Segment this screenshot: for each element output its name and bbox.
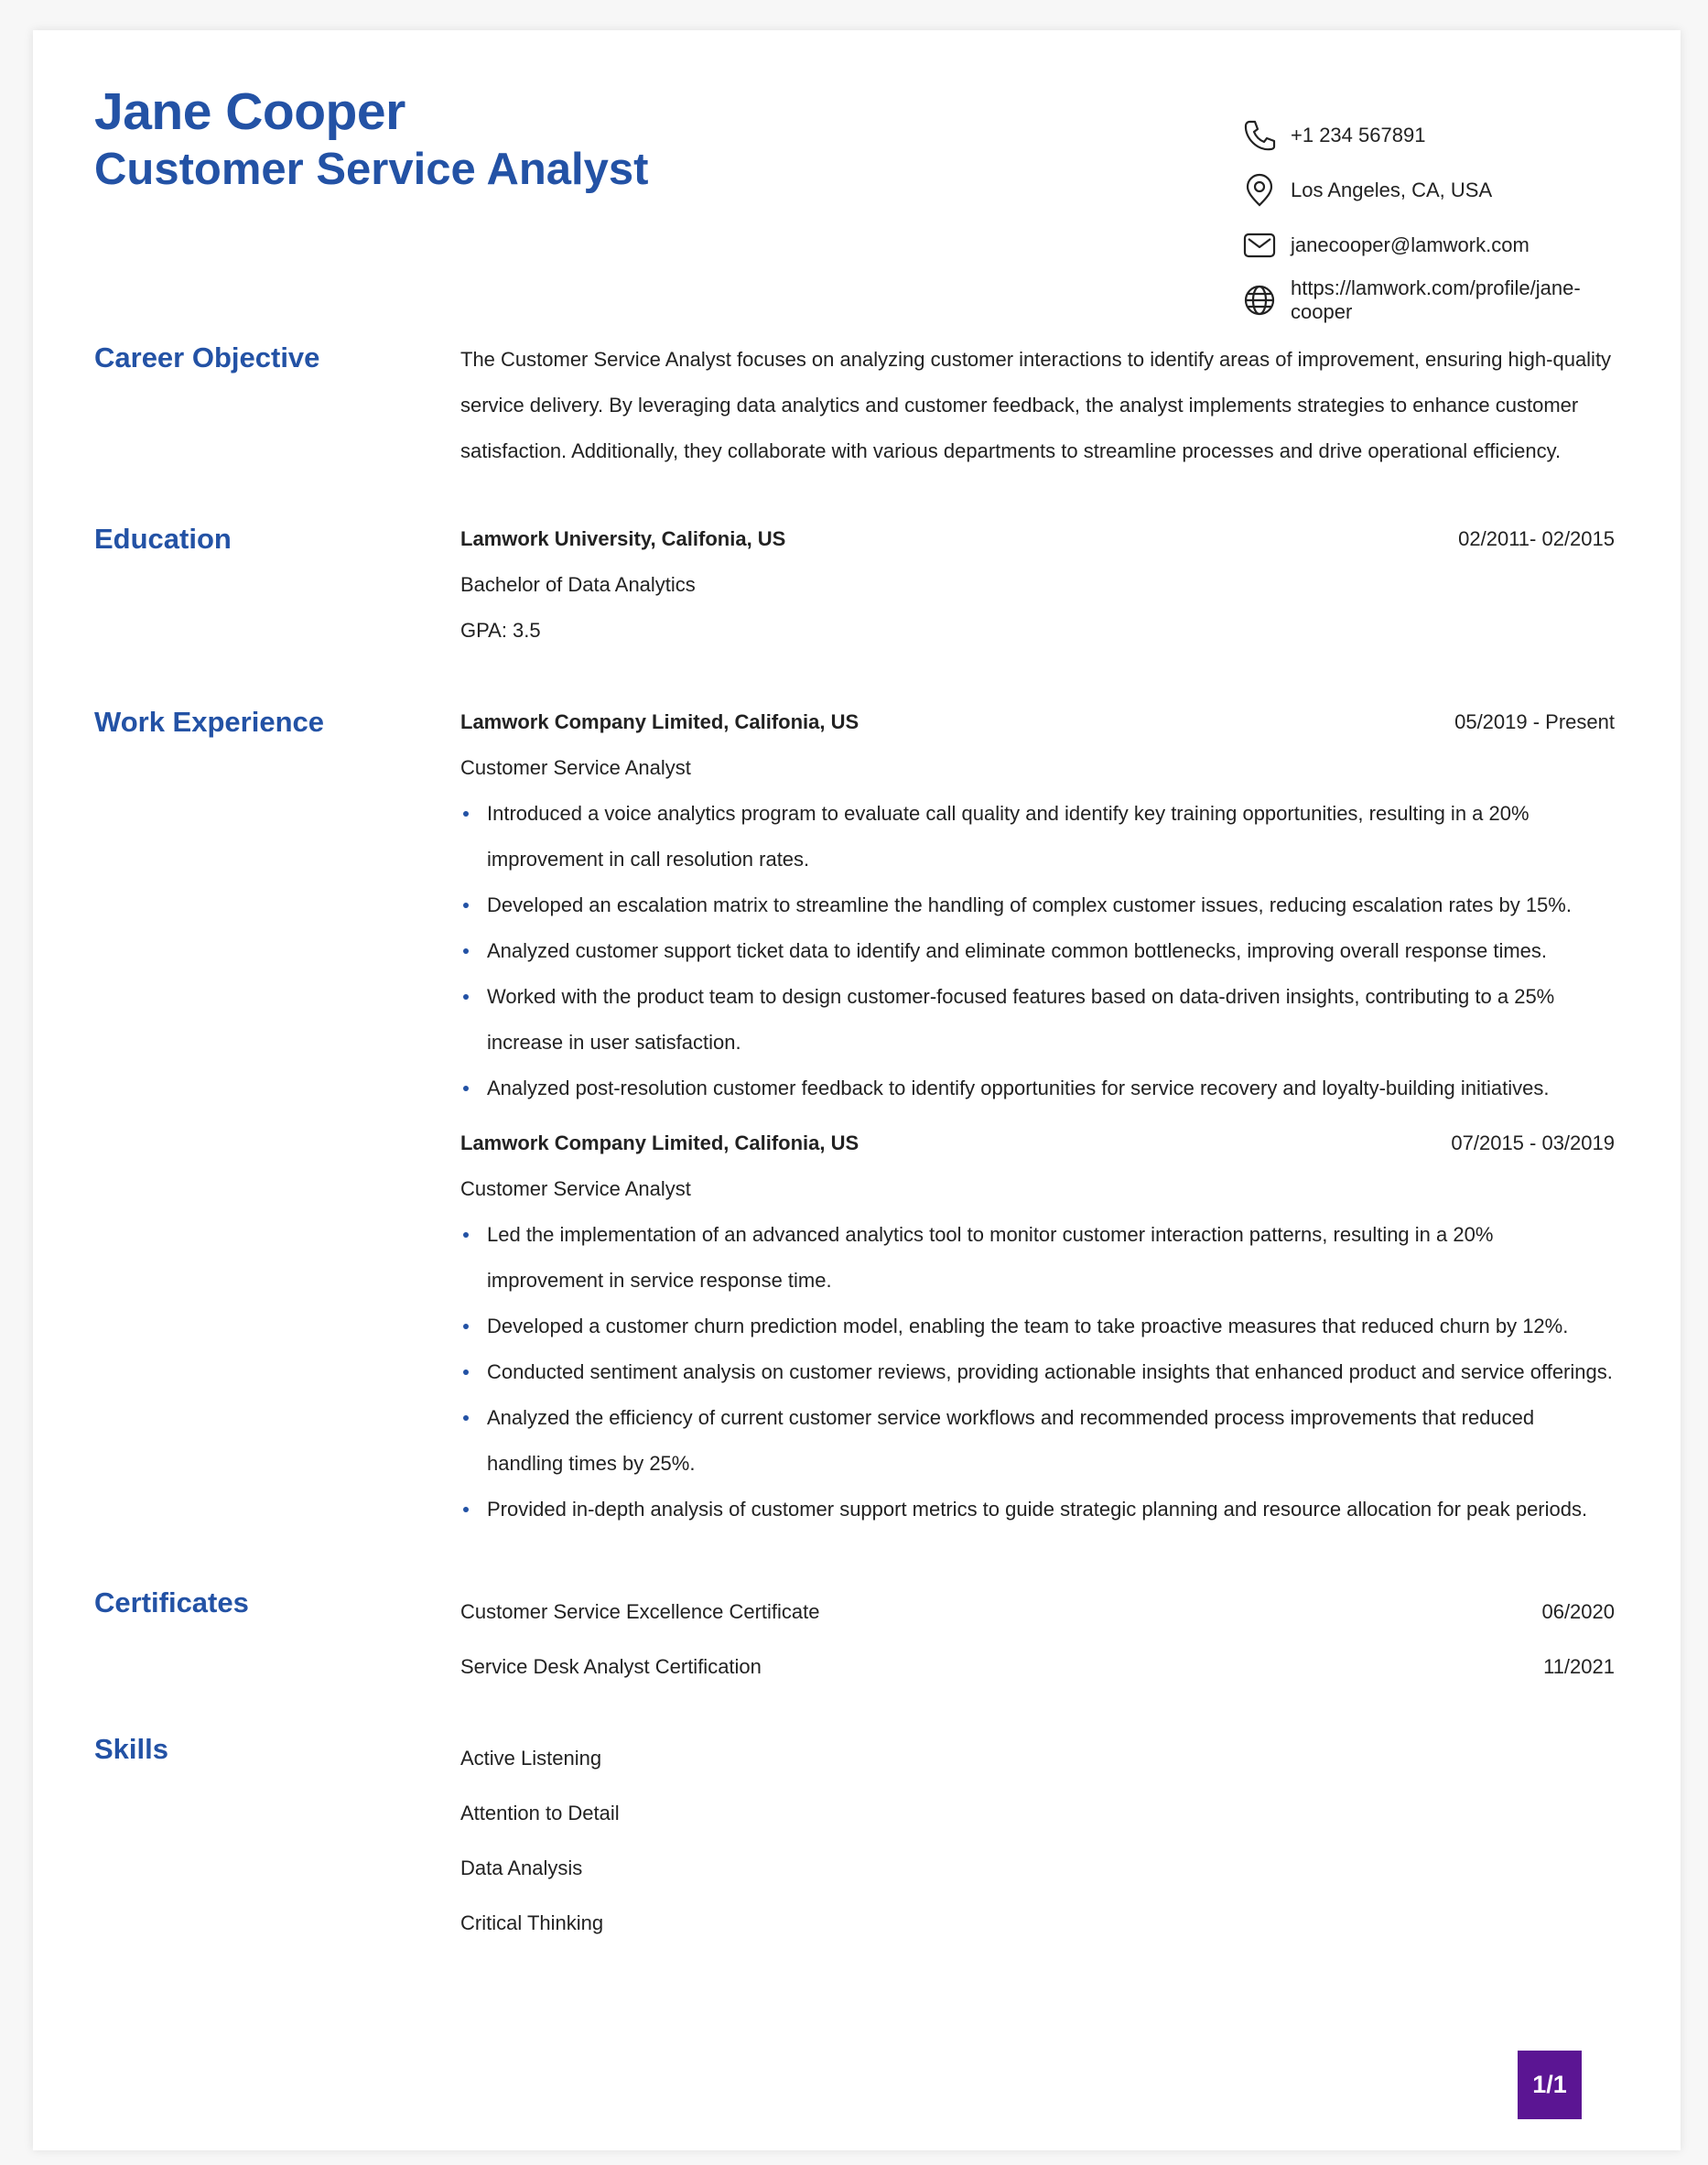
- certificate-name: Service Desk Analyst Certification: [460, 1655, 762, 1678]
- job-1-bullet-3: Analyzed customer support ticket data to identify and eliminate common bottlenecks, improving overall response times.: [460, 928, 1615, 974]
- certificate-item: [460, 1640, 1615, 1694]
- certificate-date: 11/2021: [1543, 1655, 1615, 1678]
- section-title-career-objective: Career Objective: [94, 341, 320, 373]
- contact-website-text[interactable]: https://lamwork.com/profile/jane-cooper: [1291, 276, 1581, 323]
- education-dates: 02/2011- 02/2015: [1458, 527, 1615, 550]
- globe-icon: [1241, 282, 1278, 319]
- resume-page: [33, 30, 1681, 2150]
- resume-header: [94, 81, 1615, 337]
- contact-email-text[interactable]: janecooper@lamwork.com: [1291, 233, 1530, 256]
- job-2-bullet-5: Provided in-depth analysis of customer support metrics to guide strategic planning and resource allocation for peak periods.: [460, 1487, 1615, 1532]
- job-1-company: Lamwork Company Limited, Califonia, US: [460, 710, 859, 733]
- objective-text: The Customer Service Analyst focuses on analyzing customer interactions to identify areas of improvement, ensuring high-quality service delivery. By leveraging data analytics and customer feedback, the analyst implements strategies to enhance customer satisfaction. Additionally, they collaborate with various departments to streamline processes and drive operational efficiency.: [460, 348, 1612, 462]
- job-2-bullet-4: Analyzed the efficiency of current customer service workflows and recommended process improvements that reduced handling times by 25%.: [460, 1395, 1615, 1487]
- certificate-item: [460, 1585, 1615, 1640]
- job-2-bullets: [460, 1212, 1615, 1532]
- job-2-company: Lamwork Company Limited, Califonia, US: [460, 1131, 859, 1154]
- job-entry-1: [460, 699, 1615, 1111]
- education-header-row: [460, 516, 1615, 562]
- skill-item: Active Listening: [460, 1747, 602, 1770]
- education-gpa: GPA: 3.5: [460, 619, 541, 642]
- section-education: [94, 523, 1615, 669]
- job-2-dates: 07/2015 - 03/2019: [1451, 1131, 1615, 1154]
- education-school: Lamwork University, Califonia, US: [460, 527, 786, 550]
- job-entry-2: [460, 1120, 1615, 1532]
- contact-location: [1241, 172, 1626, 209]
- contact-list: [1241, 117, 1626, 337]
- education-degree: Bachelor of Data Analytics: [460, 573, 696, 596]
- contact-email: [1241, 227, 1626, 264]
- section-title-work-experience: Work Experience: [94, 706, 324, 738]
- section-title-certificates: Certificates: [94, 1586, 249, 1618]
- phone-icon: [1241, 117, 1278, 154]
- job-1-bullet-2: Developed an escalation matrix to streamline the handling of complex customer issues, reducing escalation rates by 15%.: [460, 882, 1615, 928]
- candidate-title: Customer Service Analyst: [94, 145, 649, 194]
- job-1-bullets: [460, 791, 1615, 1111]
- email-icon: [1241, 227, 1278, 264]
- skill-item: Critical Thinking: [460, 1911, 604, 1934]
- job-1-bullet-4: Worked with the product team to design customer-focused features based on data-driven insights, contributing to a 25% increase in user satisfaction.: [460, 974, 1615, 1066]
- contact-website: [1241, 276, 1626, 323]
- job-1-bullet-1: Introduced a voice analytics program to evaluate call quality and identify key training opportunities, resulting in a 20% improvement in call resolution rates.: [460, 791, 1615, 882]
- skill-item: Attention to Detail: [460, 1802, 620, 1824]
- job-2-role: Customer Service Analyst: [460, 1177, 691, 1200]
- job-1-dates: 05/2019 - Present: [1454, 710, 1615, 733]
- location-pin-icon: [1241, 172, 1278, 209]
- skill-item: Data Analysis: [460, 1856, 583, 1879]
- job-2-bullet-3: Conducted sentiment analysis on customer reviews, providing actionable insights that enhanced product and service offerings.: [460, 1349, 1615, 1395]
- job-2-header-row: [460, 1120, 1615, 1166]
- candidate-name: Jane Cooper: [94, 82, 405, 141]
- job-1-role: Customer Service Analyst: [460, 756, 691, 779]
- section-title-skills: Skills: [94, 1733, 168, 1765]
- section-work-experience: [94, 706, 1615, 1575]
- job-2-bullet-1: Led the implementation of an advanced analytics tool to monitor customer interaction patterns, resulting in a 20% improvement in service response time.: [460, 1212, 1615, 1304]
- contact-phone-text[interactable]: +1 234 567891: [1291, 124, 1426, 146]
- section-certificates: [94, 1586, 1615, 1705]
- page-indicator-badge: 1/1: [1518, 2051, 1582, 2119]
- contact-phone: [1241, 117, 1626, 154]
- contact-location-text: Los Angeles, CA, USA: [1291, 179, 1493, 201]
- section-skills: [94, 1733, 1615, 1971]
- section-title-education: Education: [94, 523, 232, 555]
- job-1-header-row: [460, 699, 1615, 745]
- job-1-bullet-5: Analyzed post-resolution customer feedback to identify opportunities for service recovery and loyalty-building initiatives.: [460, 1066, 1615, 1111]
- job-2-bullet-2: Developed a customer churn prediction model, enabling the team to take proactive measures that reduced churn by 12%.: [460, 1304, 1615, 1349]
- certificate-name: Customer Service Excellence Certificate: [460, 1600, 820, 1623]
- certificate-date: 06/2020: [1541, 1600, 1615, 1623]
- section-career-objective: [94, 341, 1615, 479]
